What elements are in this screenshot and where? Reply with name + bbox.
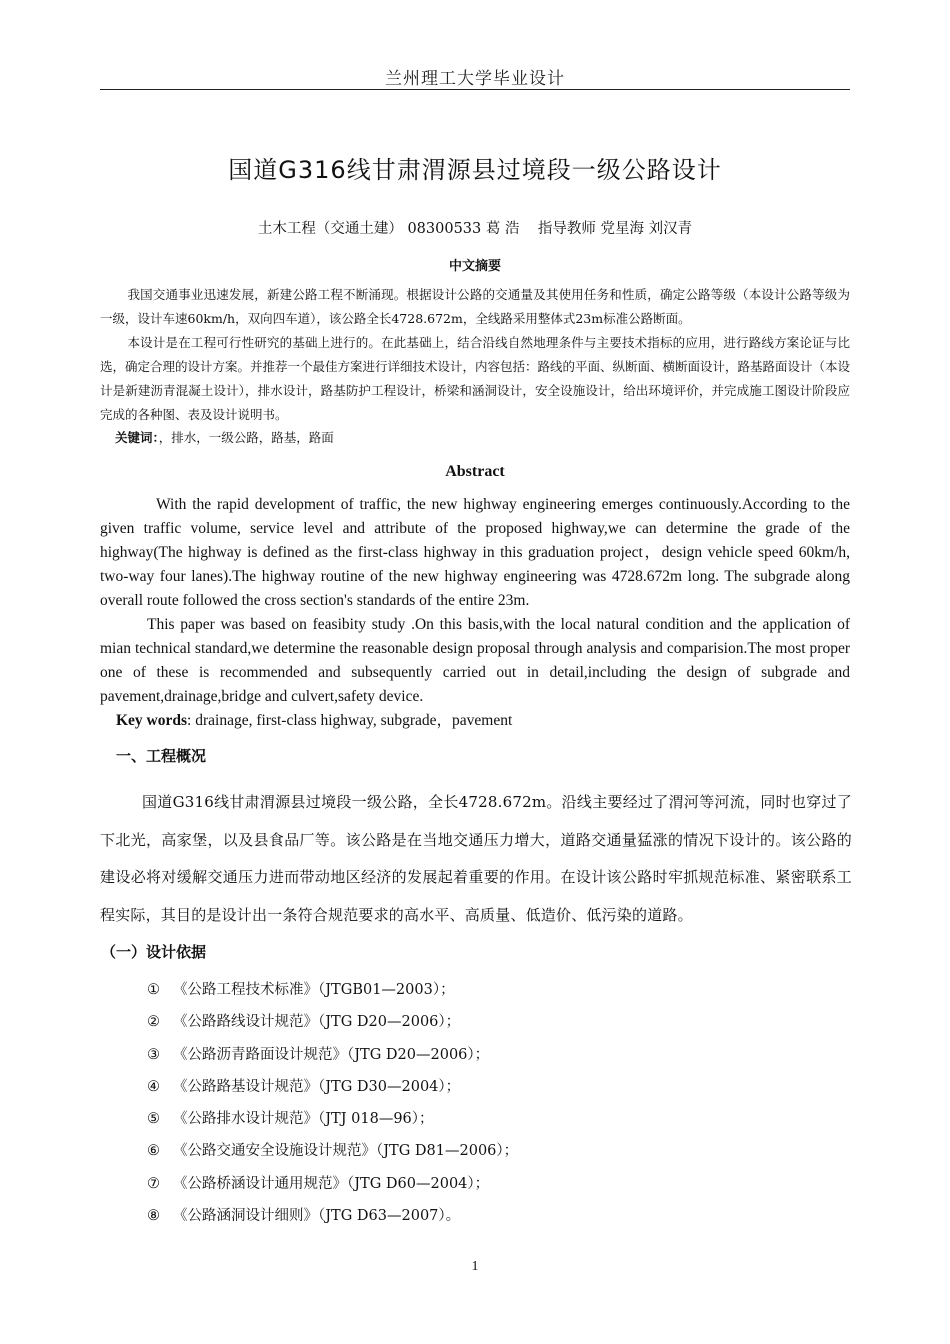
subsection-heading: （一）设计依据 bbox=[101, 943, 207, 961]
running-header: 兰州理工大学毕业设计 bbox=[385, 69, 565, 89]
item-text: 《公路工程技术标准》（JTGB01—2003）； bbox=[173, 982, 455, 998]
item-number: ④ bbox=[147, 1078, 160, 1095]
list-item bbox=[147, 1202, 518, 1234]
author-line: 土木工程（交通土建） 08300533 葛 浩 指导教师 党星海 刘汉青 bbox=[257, 221, 693, 237]
abstract-cn-paragraph: 我国交通事业迅速发展，新建公路工程不断涌现。根据设计公路的交通量及其使用任务和性质，确定公路等级（本设计公路等级为一级，设计车速60km/h，双向四车道），该公路全长4728.672m，全线路采用整体式23m标准公路断面。 bbox=[100, 287, 850, 326]
page-number: 1 bbox=[471, 1259, 479, 1274]
item-number: ③ bbox=[147, 1046, 160, 1063]
item-text: 《公路排水设计规范》（JTJ 018—96）； bbox=[173, 1111, 434, 1128]
item-text: 《公路涵洞设计细则》（JTG D63—2007）。 bbox=[173, 1208, 461, 1225]
item-text: 《公路桥涵设计通用规范》（JTG D60—2004）； bbox=[173, 1175, 490, 1192]
list-item bbox=[147, 976, 518, 1008]
reference-list bbox=[147, 976, 518, 1234]
item-number: ⑥ bbox=[147, 1143, 160, 1160]
keywords-en-text: : drainage, first-class highway, subgrade，pavement bbox=[187, 712, 513, 729]
item-text: 《公路路基设计规范》（JTG D30—2004）； bbox=[173, 1078, 461, 1095]
list-item bbox=[147, 1073, 518, 1105]
item-number: ① bbox=[147, 982, 160, 998]
paper-title: 国道G316线甘肃渭源县过境段一级公路设计 bbox=[228, 156, 722, 184]
item-number: ⑤ bbox=[147, 1111, 160, 1128]
keywords-en-label: Key words bbox=[116, 712, 188, 729]
item-text: 《公路路线设计规范》（JTG D20—2006）； bbox=[173, 1014, 461, 1031]
abstract-cn-heading: 中文摘要 bbox=[448, 259, 501, 274]
abstract-cn-paragraph: 本设计是在工程可行性研究的基础上进行的。在此基础上，结合沿线自然地理条件与主要技术指标的应用，进行路线方案论证与比选，确定合理的设计方案。并推荐一个最佳方案进行详细技术设计，内容包括：路线的平面、纵断面、横断面设计，路基路面设计（本设计是新建沥青混凝土设计），排水设计，路基防护工程设计，桥梁和涵洞设计，安全设施设计，给出环境评价，并完成施工图设计阶段应完成的各种图、表及设计说明书。 bbox=[100, 335, 851, 422]
section-paragraph: 国道G316线甘肃渭源县过境段一级公路，全长4728.672m。沿线主要经过了渭河等河流，同时也穿过了下北光，高家堡，以及县食品厂等。该公路是在当地交通压力增大，道路交通量猛涨的情况下设计的。该公路的建设必将对缓解交通压力进而带动地区经济的发展起着重要的作用。在设计该公路时牢抓规范标准、紧密联系工程实际，其目的是设计出一条符合规范要求的高水平、高质量、低造价、低污染的道路。 bbox=[100, 793, 852, 924]
keywords-en bbox=[116, 709, 512, 733]
list-item bbox=[147, 1105, 518, 1137]
list-item bbox=[147, 1137, 518, 1169]
keywords-cn-label: 关键词： bbox=[115, 430, 159, 445]
item-number: ⑧ bbox=[147, 1208, 160, 1225]
abstract-en-paragraph: With the rapid development of traffic, the new highway engineering emerges continuously.According to the given traffic volume, service level and attribute of the proposed highway,we can determine the grade of the highway(The highway is defined as the first-class highway in this graduation project，design vehicle speed 60km/h, two-way four lanes).The highway routine of the new highway engineering was 4728.672m long. The subgrade along overall route followed the cross section's standards of the entire 23m. bbox=[100, 496, 850, 609]
header-rule bbox=[100, 89, 850, 90]
item-text: 《公路交通安全设施设计规范》（JTG D81—2006）； bbox=[173, 1143, 519, 1160]
abstract-en-paragraph: This paper was based on feasibity study .On this basis,with the local natural condition and the application of mian technical standard,we determine the reasonable design proposal through analysis and comparision.The most proper one of these is recommended and subsequently carried out in detail,including the design of subgrade and pavement,drainage,bridge and culvert,safety device. bbox=[100, 616, 850, 705]
list-item bbox=[147, 1008, 518, 1040]
list-item bbox=[147, 1041, 518, 1073]
abstract-en-heading: Abstract bbox=[445, 463, 505, 480]
section-heading: 一、工程概况 bbox=[116, 747, 207, 765]
keywords-cn bbox=[115, 426, 334, 450]
item-number: ② bbox=[147, 1014, 160, 1031]
list-item bbox=[147, 1170, 518, 1202]
item-text: 《公路沥青路面设计规范》（JTG D20—2006）； bbox=[173, 1046, 490, 1063]
keywords-cn-text: ，排水，一级公路，路基，路面 bbox=[158, 430, 334, 445]
item-number: ⑦ bbox=[147, 1175, 160, 1192]
